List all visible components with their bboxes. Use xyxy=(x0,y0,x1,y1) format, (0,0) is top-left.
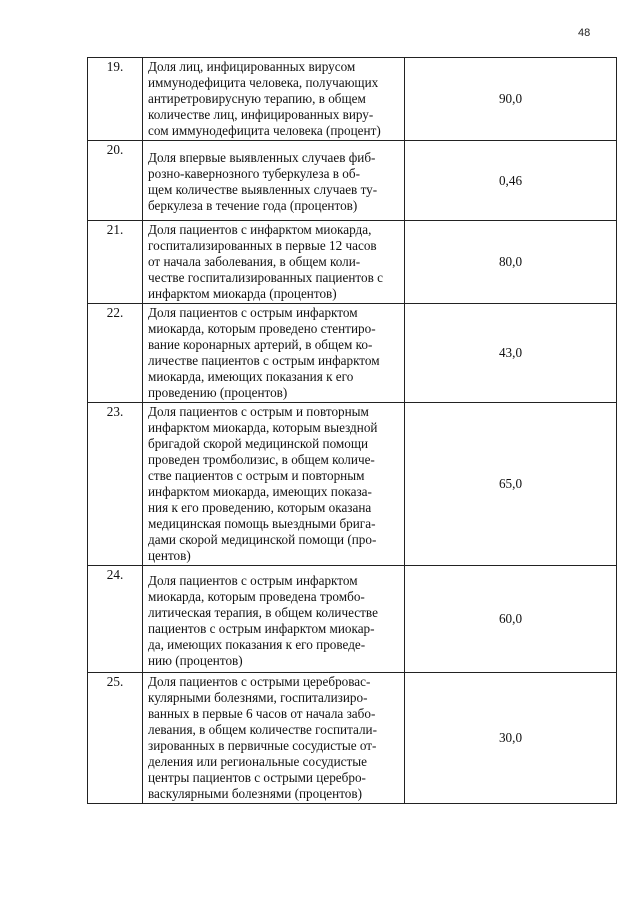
table-row xyxy=(88,304,617,403)
row-number: 24. xyxy=(88,566,143,673)
row-number: 19. xyxy=(88,58,143,141)
row-number: 20. xyxy=(88,141,143,221)
indicator-value: 43,0 xyxy=(405,304,617,403)
row-number: 22. xyxy=(88,304,143,403)
indicator-description: Доля пациентов с острым инфарктом миокарда, которым проведено стентиро- вание коронарных артерий, в общем ко- личестве пациентов с острым инфарктом миокарда, имеющих показания к его проведению (процентов) xyxy=(143,304,405,403)
table-row xyxy=(88,403,617,566)
indicator-description: Доля впервые выявленных случаев фиб- розно-кавернозного туберкулеза в об- щем количестве выявленных случаев ту- беркулеза в течение года (процентов) xyxy=(143,141,405,221)
indicator-value: 0,46 xyxy=(405,141,617,221)
indicators-table xyxy=(87,57,617,804)
indicator-value: 65,0 xyxy=(405,403,617,566)
indicator-value: 80,0 xyxy=(405,221,617,304)
page-number: 48 xyxy=(578,27,591,39)
indicator-description: Доля пациентов с инфарктом миокарда, госпитализированных в первые 12 часов от начала заболевания, в общем коли- честве госпитализированных пациентов с инфарктом миокарда (процентов) xyxy=(143,221,405,304)
row-number: 25. xyxy=(88,673,143,804)
indicator-description: Доля пациентов с острыми цереброваc- кулярными болезнями, госпитализиро- ванных в первые 6 часов от начала забо- левания, в общем количестве госпитали- зированных в первичные сосудистые от- деления или региональные сосудистые центры пациентов с острыми церебро- васкулярными болезнями (процентов) xyxy=(143,673,405,804)
indicator-value: 60,0 xyxy=(405,566,617,673)
indicator-description: Доля лиц, инфицированных вирусом иммунодефицита человека, получающих антиретровирусную терапию, в общем количестве лиц, инфицированных виру- сом иммунодефицита человека (процент) xyxy=(143,58,405,141)
indicator-description: Доля пациентов с острым инфарктом миокарда, которым проведена тромбо- литическая терапия, в общем количестве пациентов с острым инфарктом миокар- да, имеющих показания к его проведе- нию (процентов) xyxy=(143,566,405,673)
indicator-description: Доля пациентов с острым и повторным инфарктом миокарда, которым выездной бригадой скорой медицинской помощи проведен тромболизис, в общем количе- стве пациентов с острым и повторным инфарктом миокарда, имеющих показа- ния к его проведению, которым оказана медицинская помощь выездными брига- дами скорой медицинской помощи (про- центов) xyxy=(143,403,405,566)
row-number: 23. xyxy=(88,403,143,566)
table-row xyxy=(88,221,617,304)
indicators-table-body xyxy=(88,58,617,804)
indicator-value: 90,0 xyxy=(405,58,617,141)
table-row xyxy=(88,673,617,804)
table-row xyxy=(88,58,617,141)
table-row xyxy=(88,141,617,221)
row-number: 21. xyxy=(88,221,143,304)
indicator-value: 30,0 xyxy=(405,673,617,804)
table-row xyxy=(88,566,617,673)
